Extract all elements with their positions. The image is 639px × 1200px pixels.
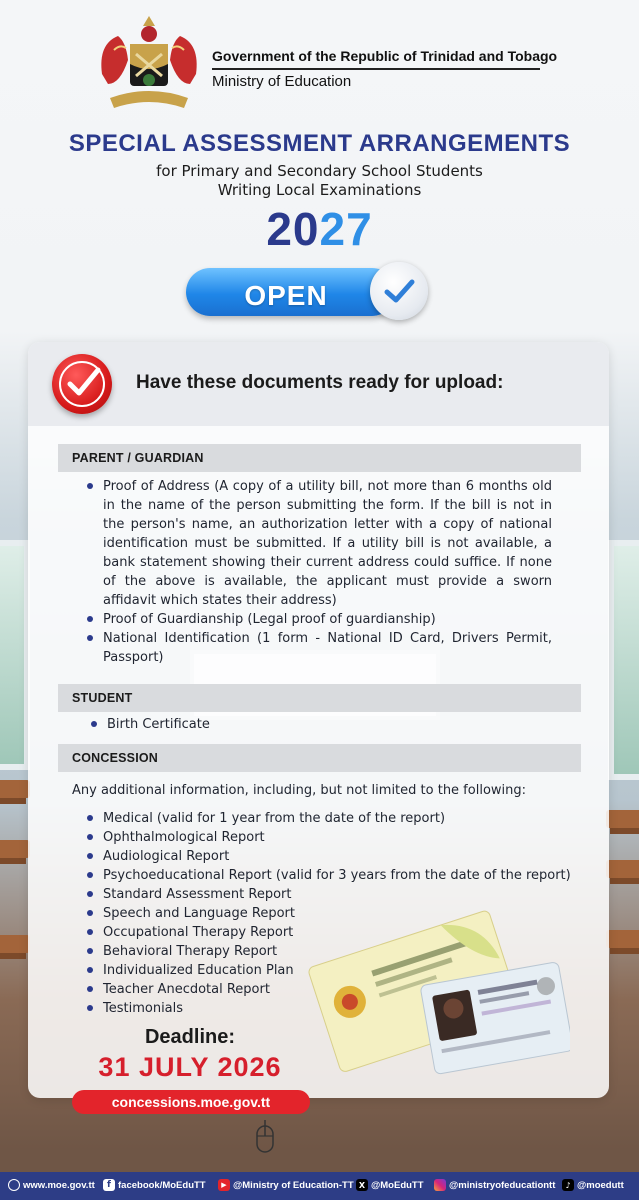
list-item [103, 828, 573, 847]
footer-youtube-text: @Ministry of Education-TT [233, 1179, 354, 1191]
list-item-text: Audiological Report [103, 849, 230, 864]
mouse-click-icon [254, 1120, 276, 1154]
bullet-icon [87, 834, 93, 840]
header-divider [212, 68, 540, 70]
bullet-icon [87, 929, 93, 935]
footer-instagram-text: @ministryofeducationtt [449, 1179, 556, 1191]
bullet-icon [87, 616, 93, 622]
footer-website[interactable] [8, 1179, 95, 1191]
open-status-badge [186, 262, 424, 322]
list-item [103, 809, 573, 828]
social-footer [0, 1172, 639, 1200]
main-title: SPECIAL ASSESSMENT ARRANGEMENTS [68, 130, 571, 157]
year-title [0, 202, 639, 256]
list-item-text: Behavioral Therapy Report [103, 944, 278, 959]
list-item-text: Proof of Guardianship (Legal proof of guardianship) [103, 612, 436, 627]
list-item-text: Birth Certificate [107, 717, 210, 732]
list-item-text: Occupational Therapy Report [103, 925, 294, 940]
bullet-icon [87, 948, 93, 954]
deadline-label: Deadline: [144, 1026, 236, 1048]
bullet-icon [87, 483, 93, 489]
bullet-icon [87, 967, 93, 973]
bullet-icon [87, 872, 93, 878]
classroom-window-left [0, 540, 30, 770]
footer-instagram[interactable] [434, 1179, 555, 1191]
section-label: STUDENT [72, 691, 133, 705]
list-item [103, 610, 552, 629]
instagram-icon [434, 1179, 446, 1191]
classroom-desk [0, 935, 30, 953]
section-student [58, 684, 581, 712]
concessions-link-button[interactable] [72, 1090, 310, 1114]
red-checkmark-icon [52, 354, 112, 414]
list-item-text: Individualized Education Plan [103, 963, 294, 978]
x-icon: X [356, 1179, 368, 1191]
bullet-icon [87, 635, 93, 641]
footer-website-text: www.moe.gov.tt [23, 1179, 95, 1191]
classroom-desk [606, 860, 639, 878]
youtube-icon: ▶ [218, 1179, 230, 1191]
footer-facebook-text: facebook/MoEduTT [118, 1179, 206, 1191]
globe-icon [8, 1179, 20, 1191]
year-part-1: 20 [266, 203, 320, 255]
subtitle-line-1: for Primary and Secondary School Students [156, 162, 483, 180]
concessions-link-label: concessions.moe.gov.tt [111, 1094, 271, 1110]
parent-document-list [103, 477, 552, 667]
section-label: CONCESSION [72, 751, 159, 765]
open-pill [186, 268, 396, 316]
bullet-icon [87, 815, 93, 821]
coat-of-arms-icon [96, 14, 202, 114]
open-label: OPEN [244, 280, 328, 311]
birth-certificate-and-id-card-illustration [308, 905, 570, 1080]
list-item-text: National Identification (1 form - National ID Card, Drivers Permit, Passport) [103, 631, 552, 665]
bullet-icon [87, 891, 93, 897]
section-label: PARENT / GUARDIAN [72, 451, 204, 465]
list-item [103, 885, 573, 904]
footer-x-text: @MoEduTT [371, 1179, 424, 1191]
footer-tiktok-text: @moedutt [577, 1179, 624, 1191]
tiktok-icon: ♪ [562, 1179, 574, 1191]
list-item [103, 847, 573, 866]
checkmark-icon [370, 262, 428, 320]
list-item [103, 477, 552, 610]
list-item-text: Testimonials [103, 1001, 184, 1016]
list-item-text: Ophthalmological Report [103, 830, 265, 845]
footer-tiktok[interactable] [562, 1179, 624, 1191]
list-item [103, 866, 573, 885]
list-item-text: Proof of Address (A copy of a utility bill, not more than 6 months old in the name of the person submitting the form. If the bill is not in the person's name, an authorization letter with a copy of national identification must be submitted. If a utility bill is not available, a bank statement showing their current address could suffice. If none of the above is available, the applicant must provide a sworn affidavit which states their address) [103, 479, 552, 608]
bullet-icon [87, 1005, 93, 1011]
classroom-window-right [608, 540, 639, 780]
bullet-icon [87, 910, 93, 916]
government-title: Government of the Republic of Trinidad and Tobago [212, 48, 558, 64]
bullet-icon [91, 721, 97, 727]
classroom-desk [606, 930, 639, 948]
list-item-text: Psychoeducational Report (valid for 3 years from the date of the report) [103, 868, 571, 883]
bullet-icon [87, 853, 93, 859]
concession-intro: Any additional information, including, but not limited to the following: [72, 783, 527, 798]
deadline-date: 31 JULY 2026 [98, 1052, 282, 1082]
subtitle-line-2: Writing Local Examinations [217, 181, 422, 199]
footer-youtube[interactable] [218, 1179, 354, 1191]
section-concession [58, 744, 581, 772]
student-document-list [107, 715, 507, 734]
footer-facebook[interactable] [103, 1179, 206, 1191]
list-item [103, 629, 552, 667]
classroom-desk [606, 810, 639, 828]
year-part-2: 27 [319, 203, 373, 255]
section-parent-guardian [58, 444, 581, 472]
classroom-desk [0, 840, 30, 858]
card-header [28, 342, 609, 426]
list-item-text: Speech and Language Report [103, 906, 295, 921]
list-item [107, 715, 507, 734]
bullet-icon [87, 986, 93, 992]
list-item-text: Teacher Anecdotal Report [103, 982, 270, 997]
facebook-icon: f [103, 1179, 115, 1191]
card-heading: Have these documents ready for upload: [136, 372, 504, 393]
list-item-text: Standard Assessment Report [103, 887, 292, 902]
list-item-text: Medical (valid for 1 year from the date of the report) [103, 811, 446, 826]
classroom-desk [0, 780, 30, 798]
ministry-name: Ministry of Education [212, 73, 352, 90]
footer-x[interactable] [356, 1179, 424, 1191]
